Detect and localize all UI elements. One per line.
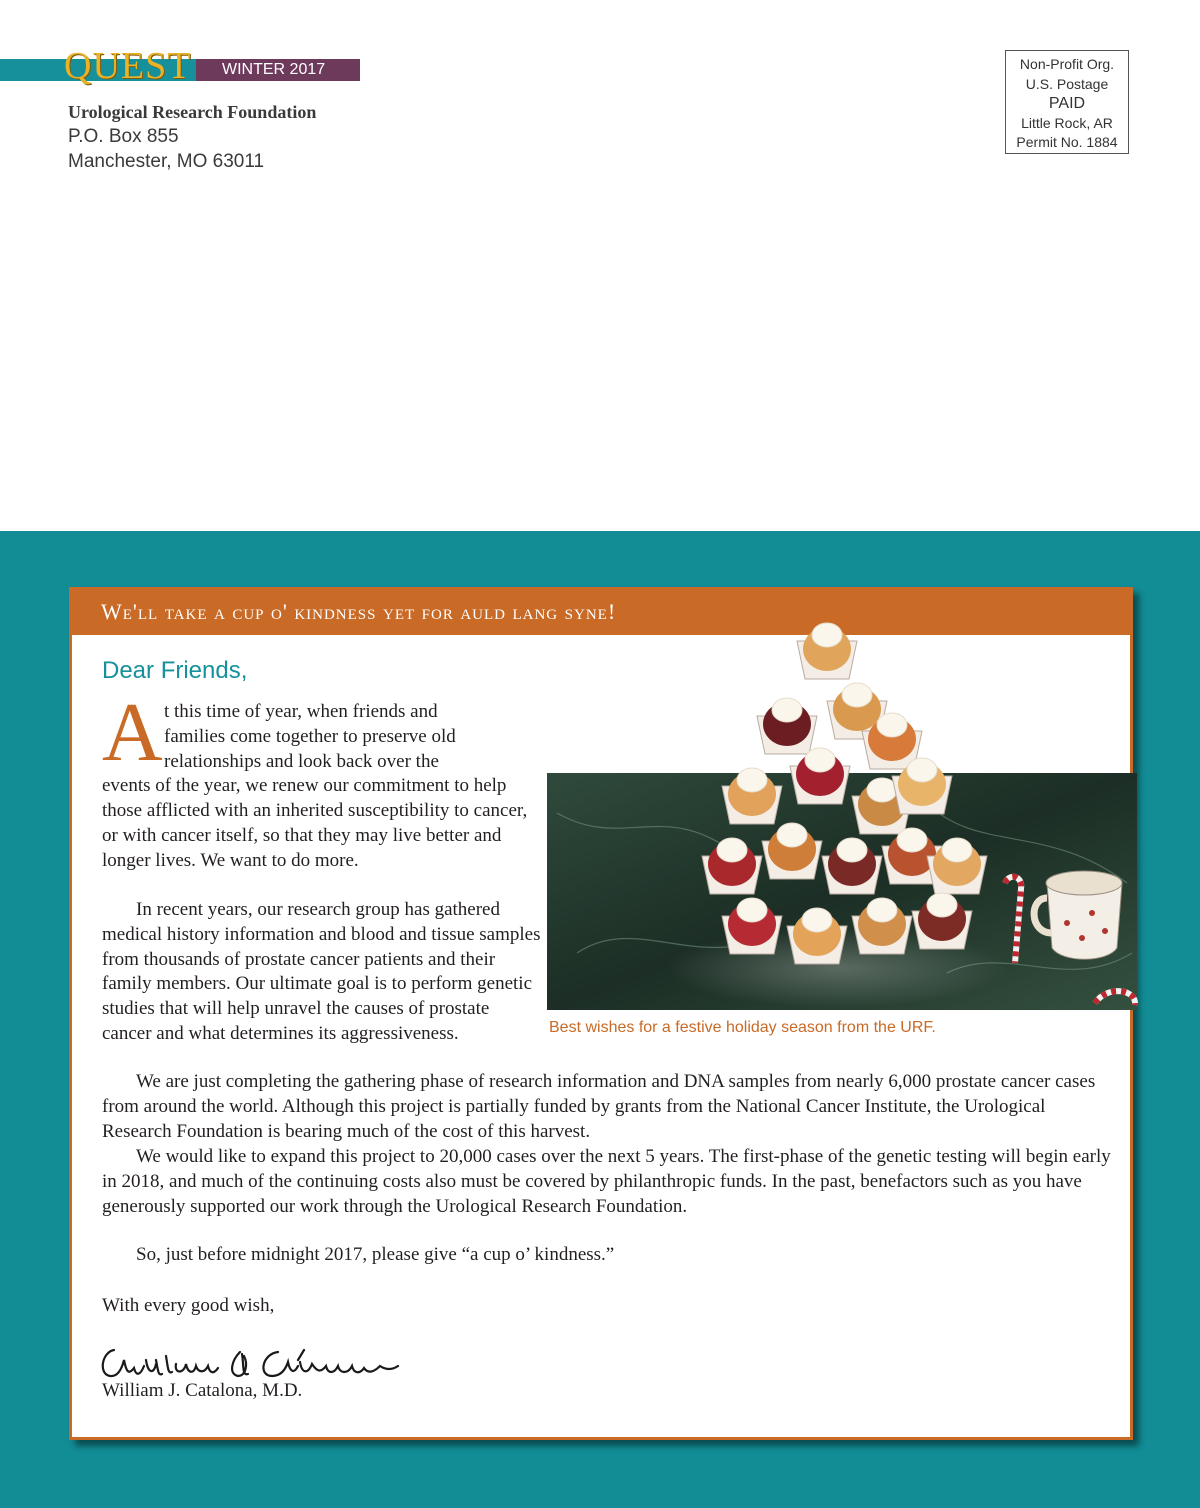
paragraph-1-line-3: relationships and look back over the — [164, 750, 439, 772]
cupcake-frosting — [942, 838, 972, 862]
postage-indicia — [1005, 50, 1129, 154]
cupcake-frosting — [812, 623, 842, 647]
letter-card — [69, 587, 1133, 1440]
cupcake-frosting — [737, 768, 767, 792]
cupcake-frosting — [737, 898, 767, 922]
paragraph-5-text: So, just before midnight 2017, please give “a cup o’ kindness.” — [136, 1244, 615, 1265]
paragraph-2 — [102, 898, 542, 1047]
indicia-line2: U.S. Postage — [1025, 75, 1109, 92]
cupcake-frosting — [842, 683, 872, 707]
cupcake-frosting — [805, 748, 835, 772]
cupcake-frosting — [877, 713, 907, 737]
cupcake-frosting — [717, 838, 747, 862]
cupcake-frosting — [837, 838, 867, 862]
signer-name: William J. Catalona, M.D. — [102, 1380, 303, 1401]
cupcake-frosting — [897, 828, 927, 852]
paragraph-1 — [102, 700, 547, 874]
cupcake-frosting — [802, 908, 832, 932]
indicia-line4: Little Rock, AR — [1021, 114, 1113, 131]
paragraph-3-text: We are just completing the gathering phase of research information and DNA samples from nearly 6,000 prostate cancer cases from around the world. Although this project is partially funded by grants from the National Cancer Institute, the Urological Research Foundation is bearing much of the cost of this harvest. — [102, 1071, 1096, 1142]
cupcake-frosting — [867, 898, 897, 922]
return-address — [68, 100, 316, 174]
masthead — [0, 46, 360, 86]
paragraph-1-line-2: families come together to preserve old — [164, 725, 456, 747]
paragraph-4-text: We would like to expand this project to 20,000 cases over the next 5 years. The first-phase of the genetic testing will begin early in 2018, and much of the continuing costs also must be covered by philanthropic funds. In the past, benefactors such as you have generously supported our work through the Urological Research Foundation. — [102, 1146, 1111, 1217]
cupcakes-cluster — [692, 596, 992, 1016]
cupcake-frosting — [927, 893, 957, 917]
drop-cap: A — [102, 686, 163, 779]
return-address-line1: P.O. Box 855 — [68, 126, 179, 147]
cupcake-frosting — [907, 758, 937, 782]
paragraph-1-line-1: t this time of year, when friends and — [164, 701, 438, 722]
card-banner-title: We'll take a cup o' kindness yet for auld lang syne! — [101, 599, 617, 624]
paragraph-2-text: In recent years, our research group has gathered medical history information and blood and tissue samples from thousands of prostate cancer patients and their family members. Our ultimate goal is to perform genetic studies that will help unravel the causes of prostate cancer and what determines its aggressiveness. — [102, 899, 541, 1044]
indicia-paid: PAID — [1048, 95, 1086, 112]
paragraph-4 — [102, 1145, 1112, 1219]
paragraph-5 — [102, 1243, 1112, 1268]
photo-caption: Best wishes for a festive holiday season from the URF. — [549, 1019, 936, 1036]
cupcake-frosting — [772, 698, 802, 722]
cupcake-frosting — [867, 778, 897, 802]
salutation: Dear Friends, — [102, 657, 248, 684]
paragraph-3 — [102, 1070, 1112, 1144]
paragraph-1-rest: events of the year, we renew our commitment to help those afflicted with an inherited susceptibility to cancer, or with cancer itself, so that they may live better and longer lives. We want to do more. — [102, 775, 528, 871]
indicia-line1: Non-Profit Org. — [1019, 56, 1115, 72]
indicia-line5: Permit No. 1884 — [1016, 134, 1118, 150]
return-address-org: Urological Research Foundation — [68, 102, 317, 122]
cupcake-frosting — [777, 823, 807, 847]
quest-logo: QUEST — [64, 45, 192, 87]
signoff: With every good wish, — [102, 1295, 275, 1316]
return-address-line2: Manchester, MO 63011 — [68, 151, 265, 172]
issue-label: WINTER 2017 — [222, 61, 326, 78]
